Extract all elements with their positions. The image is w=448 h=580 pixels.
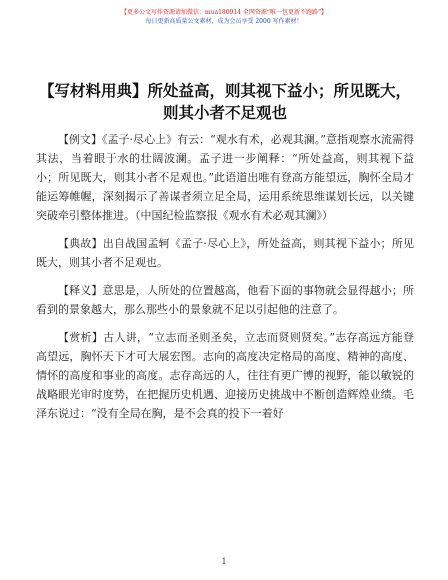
document-title: 【写材料用典】所处益高，则其视下益小；所见既大，则其小者不足观也 bbox=[38, 82, 411, 122]
paragraph-meaning bbox=[36, 281, 414, 319]
paragraph-example bbox=[36, 130, 414, 225]
label-appreciation: 【赏析】 bbox=[58, 331, 104, 344]
promo-line-1: 【更多公文写作资源请加微信：mua180914 全网资源“唯一包更新不跑路”】 bbox=[120, 9, 328, 16]
text-meaning: 意思是，人所处的位置越高，他看下面的事物就会显得越小；所看到的景象越大，那么那些小的景象就不足以引起他的注意了。 bbox=[36, 284, 415, 316]
label-meaning: 【释义】 bbox=[58, 284, 103, 297]
paragraph-allusion bbox=[36, 234, 414, 272]
label-example: 【例文】 bbox=[58, 133, 103, 146]
label-allusion: 【典故】 bbox=[58, 237, 103, 250]
text-example: 《孟子·尽心上》有云：“观水有术，必观其澜。”意指观察水流需得其法，当着眼于水的壮阔波澜。孟子进一步阐释：“所处益高，则其视下益小；所见既大，则其小者不足观也。”此语道出唯有登高方能望远，胸怀全局才能运筹帷幄，深刻揭示了善谋者须立足全局，运用系统思维谋划长远，以关键突破牵引整体推进。（中国纪检监察报《观水有术必观其澜》） bbox=[36, 133, 414, 222]
promo-line-2: 每日更新高质量公文素材，成为会员享受 2000 写作素材！ bbox=[145, 18, 303, 25]
promo-banner bbox=[0, 8, 448, 26]
paragraph-appreciation bbox=[36, 328, 414, 423]
document-body bbox=[36, 130, 414, 432]
text-allusion: 出自战国孟轲《孟子·尽心上》，所处益高，则其视下益小；所见既大，则其小者不足观也。 bbox=[36, 237, 414, 269]
page-number: 1 bbox=[221, 557, 227, 566]
text-appreciation: 古人讲，“立志而圣则圣矣，立志而贤则贤矣。”志存高远方能登高望远，胸怀天下才可大展宏图。志向的高度决定格局的高度、精神的高度、情怀的高度和事业的高度。志存高远的人，往往有更广博的视野，能以敏锐的战略眼光审时度势，在把握历史机遇、迎接历史挑战中不断创造辉煌业绩。毛泽东说过：“没有全局在胸，是不会真的投下一着好 bbox=[36, 331, 414, 420]
